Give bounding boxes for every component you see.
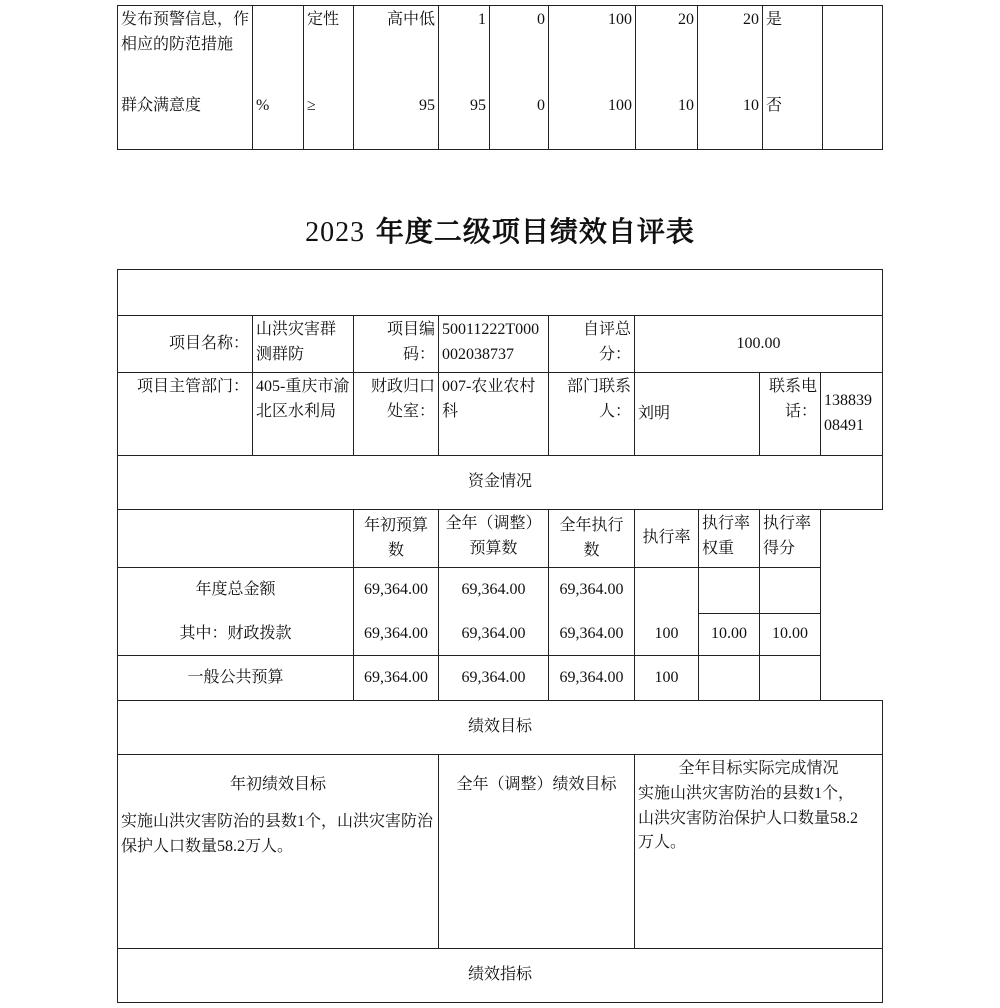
blank-cell <box>118 270 883 316</box>
contact-label: 部门联系人： <box>549 373 635 456</box>
department-row <box>118 373 883 456</box>
funds-executed-value: 69,364.00 <box>549 614 635 656</box>
table-row <box>118 656 883 701</box>
initial-goal-cell <box>118 755 439 949</box>
funds-initial-value: 69,364.00 <box>354 656 439 701</box>
goals-content-row <box>118 755 883 949</box>
funds-adjusted-value: 69,364.00 <box>439 568 549 614</box>
funds-header-weight: 执行率权重 <box>699 510 760 568</box>
dept-value: 405-重庆市渝北区水利局 <box>253 373 354 456</box>
title-text: 年度二级项目绩效自评表 <box>375 215 695 248</box>
funds-adjusted-value: 69,364.00 <box>439 614 549 656</box>
initial-goal-header: 年初绩效目标 <box>229 776 326 793</box>
achieved-cell: 否 <box>763 92 823 150</box>
project-info-row <box>118 316 883 373</box>
project-code-label: 项目编码： <box>354 316 439 373</box>
note-cell <box>823 6 883 92</box>
funds-weight-value <box>699 568 760 614</box>
project-name-label: 项目名称： <box>118 316 253 373</box>
project-name-value: 山洪灾害群测群防 <box>253 316 354 373</box>
indicators-section-row <box>118 949 883 1003</box>
funds-score-value: 10.00 <box>760 614 821 656</box>
indicator-name-cell: 发布预警信息，作相应的防范措施 <box>118 6 253 92</box>
funds-executed-value: 69,364.00 <box>549 568 635 614</box>
funds-rate-value: 100 <box>635 614 699 656</box>
operator-cell: 定性 <box>304 6 354 92</box>
table-row <box>118 92 883 150</box>
funds-weight-value <box>699 656 760 701</box>
initial-goal-text: 实施山洪灾害防治的县数1个，山洪灾害防治保护人口数量58.2万人。 <box>121 812 434 855</box>
funds-section-row <box>118 456 883 510</box>
funds-row-label: 其中：财政拨款 <box>118 614 354 656</box>
target-value-cell: 高中低 <box>354 6 439 92</box>
funds-header-row <box>118 510 883 568</box>
actual-completion-text: 实施山洪灾害防治的县数1个，山洪灾害防治保护人口数量58.2万人。 <box>638 784 859 852</box>
note-cell <box>823 92 883 150</box>
page-title <box>0 210 1000 250</box>
indicator-name-cell: 群众满意度 <box>118 92 253 150</box>
achieved-cell: 是 <box>763 6 823 92</box>
funds-header-adjusted: 全年（调整）预算数 <box>439 510 549 568</box>
score-cell: 20 <box>698 6 763 92</box>
adjusted-goal-header: 全年（调整）绩效目标 <box>456 776 617 793</box>
operator-cell: ≥ <box>304 92 354 150</box>
funds-initial-value: 69,364.00 <box>354 614 439 656</box>
deviation-cell: 0 <box>490 92 549 150</box>
actual-value-cell: 1 <box>439 6 490 92</box>
goals-section-row <box>118 701 883 755</box>
indicator-continuation-table <box>117 5 883 150</box>
funds-header-blank <box>118 510 354 568</box>
actual-completion-header: 全年目标实际完成情况 <box>678 760 839 777</box>
title-year: 2023 <box>305 217 366 248</box>
evaluation-table <box>117 269 883 1003</box>
phone-label: 联系电话： <box>760 373 821 456</box>
dept-label: 项目主管部门： <box>118 373 253 456</box>
finance-office-label: 财政归口处室： <box>354 373 439 456</box>
self-score-label: 自评总分： <box>549 316 635 373</box>
actual-completion-cell <box>635 755 883 949</box>
self-score-value: 100.00 <box>635 316 883 373</box>
funds-row-label: 一般公共预算 <box>118 656 354 701</box>
project-code-value: 50011222T000002038737 <box>439 316 549 373</box>
unit-cell <box>253 6 304 92</box>
actual-value-cell: 95 <box>439 92 490 150</box>
funds-score-value <box>760 656 821 701</box>
funds-rate-value: 100 <box>635 656 699 701</box>
funds-rate-value <box>635 568 699 614</box>
blank-header-row <box>118 270 883 316</box>
funds-weight-value: 10.00 <box>699 614 760 656</box>
weight-cell: 10 <box>636 92 698 150</box>
phone-value: 13883908491 <box>821 373 883 456</box>
funds-row-label: 年度总金额 <box>118 568 354 614</box>
funds-header-executed: 全年执行数 <box>549 510 635 568</box>
funds-executed-value: 69,364.00 <box>549 656 635 701</box>
funds-header-score: 执行率得分 <box>760 510 821 568</box>
goals-section-title: 绩效目标 <box>118 701 883 755</box>
score-cell: 10 <box>698 92 763 150</box>
weight-cell: 20 <box>636 6 698 92</box>
funds-score-value <box>760 568 821 614</box>
completion-cell: 100 <box>549 92 636 150</box>
target-value-cell: 95 <box>354 92 439 150</box>
funds-header-initial: 年初预算数 <box>354 510 439 568</box>
unit-cell: % <box>253 92 304 150</box>
table-row <box>118 614 883 656</box>
table-row <box>118 6 883 92</box>
funds-header-rate: 执行率 <box>635 510 699 568</box>
funds-adjusted-value: 69,364.00 <box>439 656 549 701</box>
table-row <box>118 568 883 614</box>
finance-office-value: 007-农业农村科 <box>439 373 549 456</box>
deviation-cell: 0 <box>490 6 549 92</box>
funds-section-title: 资金情况 <box>118 456 883 510</box>
indicators-section-title: 绩效指标 <box>118 949 883 1003</box>
adjusted-goal-cell <box>439 755 635 949</box>
funds-initial-value: 69,364.00 <box>354 568 439 614</box>
contact-value: 刘明 <box>635 373 760 456</box>
completion-cell: 100 <box>549 6 636 92</box>
